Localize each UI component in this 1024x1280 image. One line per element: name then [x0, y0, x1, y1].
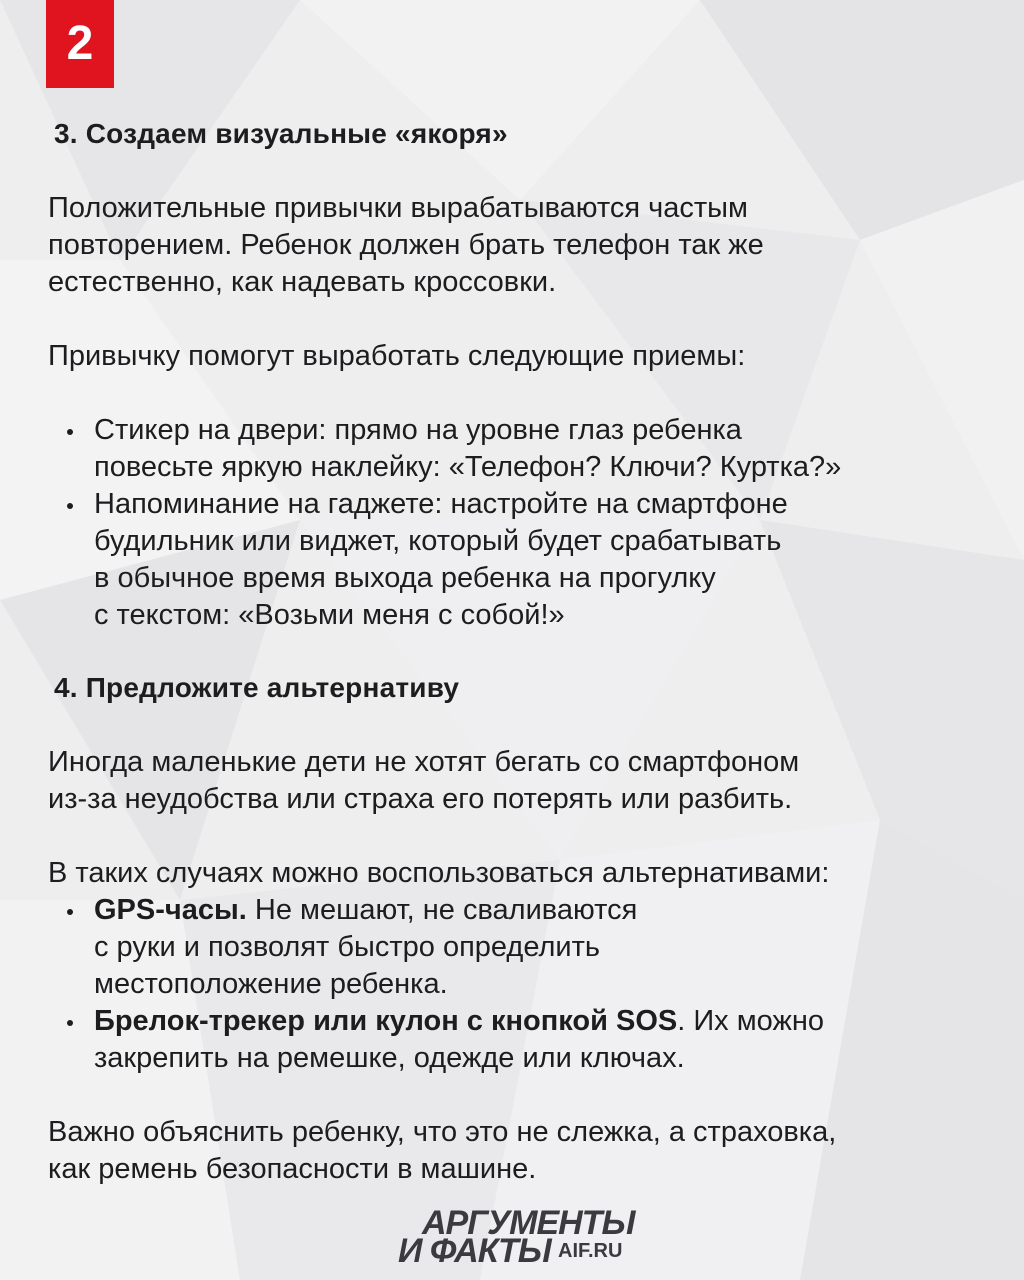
- text-line: Важно объяснить ребенку, что это не слежка, а страховка,: [48, 1116, 837, 1148]
- text-line: местоположение ребенка.: [94, 968, 448, 1000]
- text-line: Привычку помогут выработать следующие приемы:: [48, 340, 746, 372]
- aif-logo: [398, 1204, 658, 1270]
- text-line: [94, 1003, 962, 1040]
- list-item: [62, 1003, 962, 1077]
- text-fragment: Не мешают, не сваливаются: [246, 894, 638, 926]
- logo-line1: АРГУМЕНТЫ: [422, 1204, 635, 1242]
- text-line: естественно, как надевать кроссовки.: [48, 266, 557, 298]
- text-line: повторением. Ребенок должен брать телефон так же: [48, 229, 764, 261]
- bold-term: GPS-часы.: [94, 894, 247, 926]
- logo-site: AIF.RU: [558, 1240, 623, 1262]
- text-line: Напоминание на гаджете: настройте на смартфоне: [94, 488, 788, 520]
- section3-lead: [48, 338, 978, 375]
- logo-line2: И ФАКТЫ: [398, 1232, 551, 1270]
- closing-paragraph: [48, 1114, 978, 1188]
- text-line: [94, 892, 962, 929]
- text-line: будильник или виджет, который будет срабатывать: [94, 525, 782, 557]
- text-line: в обычное время выхода ребенка на прогулку: [94, 562, 716, 594]
- section4-lead: [48, 855, 978, 892]
- bold-term: Брелок-трекер или кулон с кнопкой SOS: [94, 1005, 678, 1037]
- section4-intro: [48, 744, 978, 818]
- section3-heading: 3. Создаем визуальные «якоря»: [54, 118, 508, 149]
- page-number-badge: 2: [46, 0, 114, 88]
- text-line: Положительные привычки вырабатываются частым: [48, 192, 748, 224]
- text-fragment: . Их можно: [677, 1005, 825, 1037]
- text-line: с текстом: «Возьми меня с собой!»: [94, 599, 565, 631]
- section4-heading: 4. Предложите альтернативу: [54, 672, 460, 703]
- list-item: [62, 486, 962, 634]
- text-line: Стикер на двери: прямо на уровне глаз ребенка: [94, 414, 742, 446]
- text-line: В таких случаях можно воспользоваться альтернативами:: [48, 857, 830, 889]
- list-item: [62, 412, 962, 486]
- list-item: [62, 892, 962, 1003]
- text-line: из-за неудобства или страха его потерять или разбить.: [48, 783, 793, 815]
- section3-intro: [48, 190, 978, 301]
- text-line: закрепить на ремешке, одежде или ключах.: [94, 1042, 685, 1074]
- section3-bullets: [62, 412, 962, 634]
- text-line: как ремень безопасности в машине.: [48, 1153, 537, 1185]
- text-line: Иногда маленькие дети не хотят бегать со смартфоном: [48, 746, 800, 778]
- text-line: с руки и позволят быстро определить: [94, 931, 600, 963]
- section4-bullets: [62, 892, 962, 1077]
- text-line: повесьте яркую наклейку: «Телефон? Ключи? Куртка?»: [94, 451, 842, 483]
